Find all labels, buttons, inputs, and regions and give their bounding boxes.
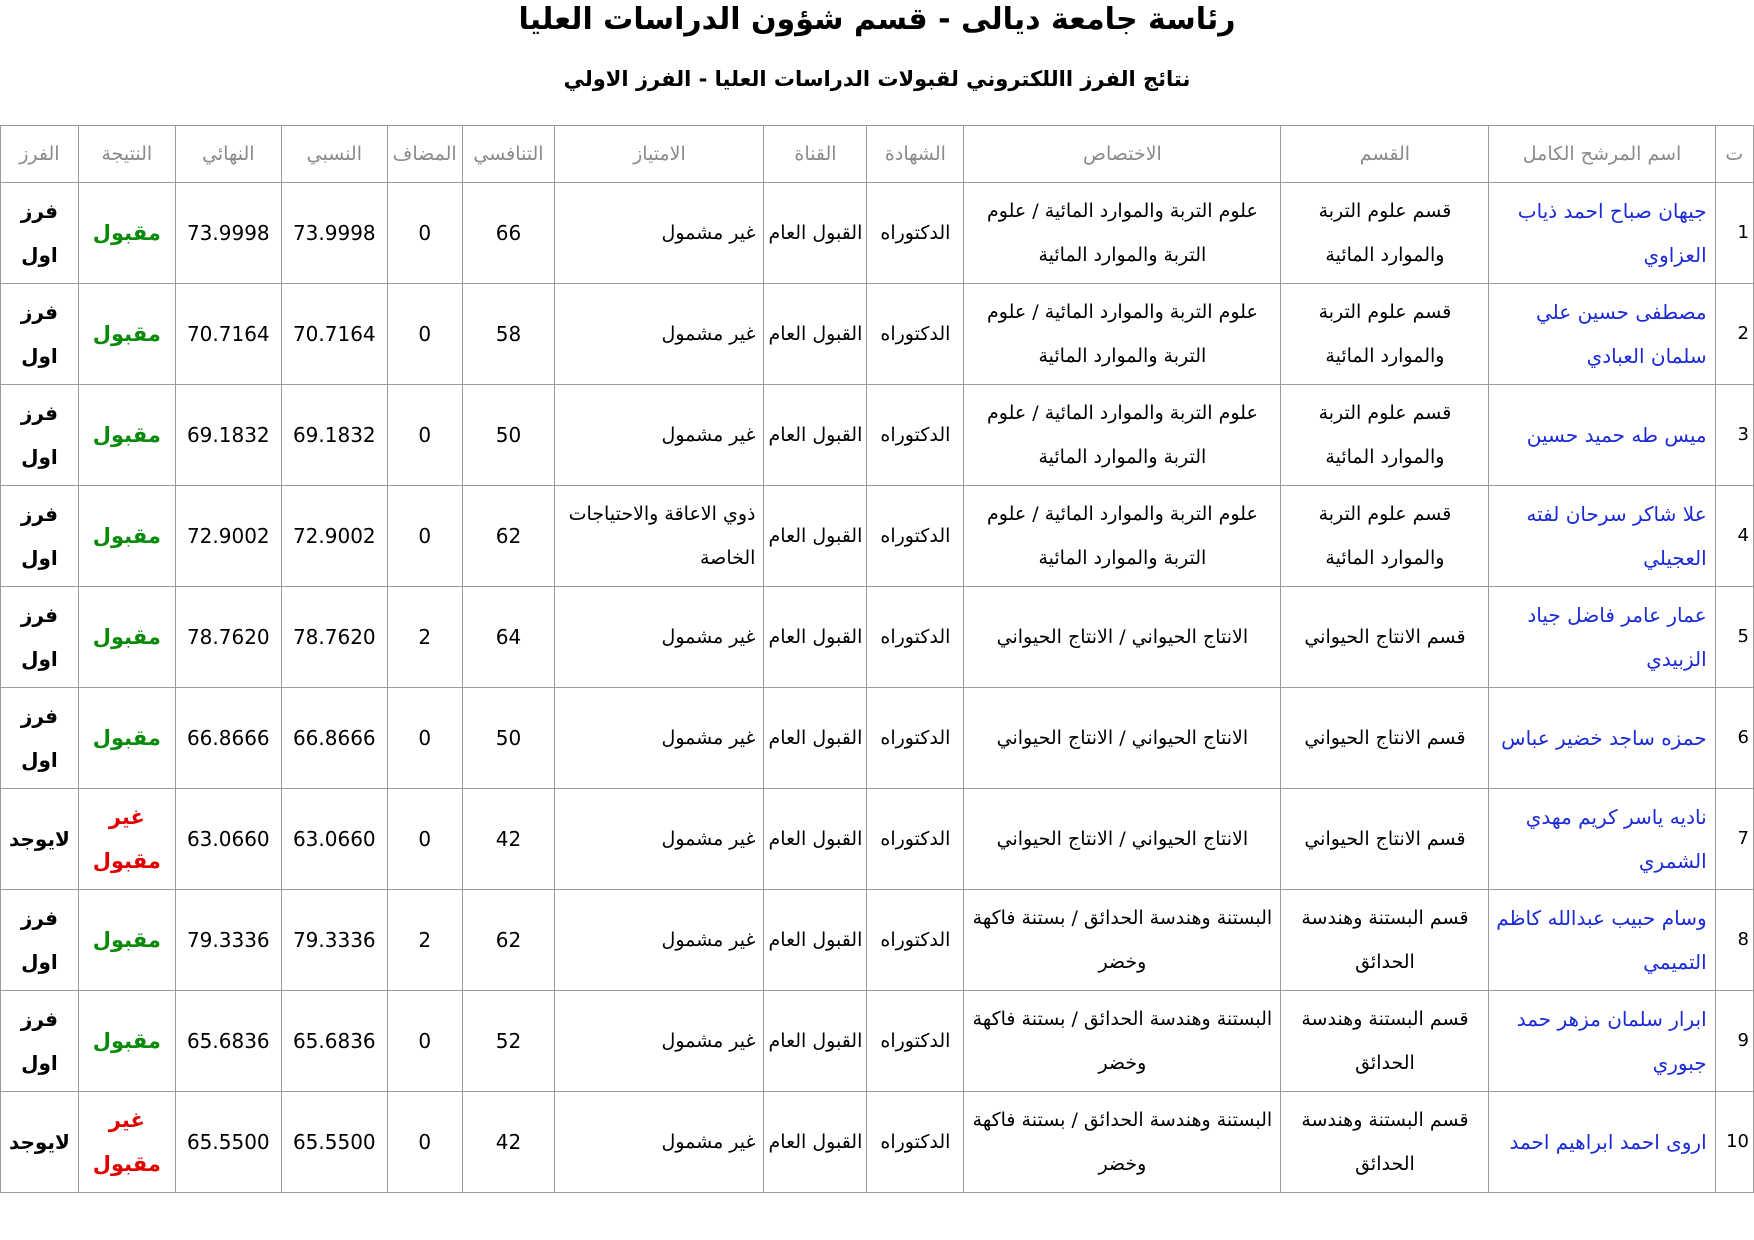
candidate-name-cell: عمار عامر فاضل جياد الزبيدي	[1489, 587, 1715, 688]
degree-cell: الدكتوراه	[867, 284, 964, 385]
relative-score-cell: 63.0660	[281, 789, 387, 890]
column-header-sort: الفرز	[1, 126, 79, 183]
relative-score-cell: 65.6836	[281, 991, 387, 1092]
added-score-cell: 2	[387, 587, 462, 688]
table-row	[1, 1092, 1754, 1193]
specialization-cell: علوم التربة والموارد المائية / علوم التربة والموارد المائية	[964, 183, 1281, 284]
degree-cell: الدكتوراه	[867, 890, 964, 991]
candidate-name-cell: ناديه ياسر كريم مهدي الشمري	[1489, 789, 1715, 890]
final-score-cell: 78.7620	[175, 587, 281, 688]
table-row	[1, 587, 1754, 688]
table-row	[1, 991, 1754, 1092]
table-body	[1, 183, 1754, 1193]
sort-status-cell: لايوجد	[1, 789, 79, 890]
table-row	[1, 789, 1754, 890]
result-cell: مقبول	[78, 486, 175, 587]
competitive-score-cell: 62	[462, 486, 555, 587]
table-row	[1, 284, 1754, 385]
relative-score-cell: 66.8666	[281, 688, 387, 789]
department-cell: قسم علوم التربة والموارد المائية	[1281, 486, 1489, 587]
result-cell: مقبول	[78, 991, 175, 1092]
page-subtitle: نتائج الفرز االلكتروني لقبولات الدراسات العليا - الفرز الاولي	[563, 67, 1191, 91]
added-score-cell: 0	[387, 183, 462, 284]
specialization-cell: البستنة وهندسة الحدائق / بستنة فاكهة وخضر	[964, 890, 1281, 991]
row-index-cell: 10	[1715, 1092, 1753, 1193]
added-score-cell: 0	[387, 789, 462, 890]
added-score-cell: 0	[387, 486, 462, 587]
column-header-competitive: التنافسي	[462, 126, 555, 183]
channel-cell: القبول العام	[764, 890, 867, 991]
row-index-cell: 5	[1715, 587, 1753, 688]
result-cell: مقبول	[78, 183, 175, 284]
candidate-name-cell: ابرار سلمان مزهر حمد جبوري	[1489, 991, 1715, 1092]
department-cell: قسم الانتاج الحيواني	[1281, 587, 1489, 688]
competitive-score-cell: 52	[462, 991, 555, 1092]
specialization-cell: البستنة وهندسة الحدائق / بستنة فاكهة وخضر	[964, 1092, 1281, 1193]
final-score-cell: 69.1832	[175, 385, 281, 486]
candidate-name-cell: علا شاكر سرحان لفته العجيلي	[1489, 486, 1715, 587]
added-score-cell: 0	[387, 991, 462, 1092]
column-header-result: النتيجة	[78, 126, 175, 183]
column-header-degree: الشهادة	[867, 126, 964, 183]
final-score-cell: 73.9998	[175, 183, 281, 284]
department-cell: قسم البستنة وهندسة الحدائق	[1281, 1092, 1489, 1193]
competitive-score-cell: 50	[462, 385, 555, 486]
department-cell: قسم الانتاج الحيواني	[1281, 688, 1489, 789]
channel-cell: القبول العام	[764, 1092, 867, 1193]
distinction-cell: غير مشمول	[555, 587, 764, 688]
specialization-cell: علوم التربة والموارد المائية / علوم التربة والموارد المائية	[964, 385, 1281, 486]
relative-score-cell: 70.7164	[281, 284, 387, 385]
competitive-score-cell: 66	[462, 183, 555, 284]
competitive-score-cell: 62	[462, 890, 555, 991]
candidate-name-cell: اروى احمد ابراهيم احمد	[1489, 1092, 1715, 1193]
sort-status-cell: فرز اول	[1, 890, 79, 991]
degree-cell: الدكتوراه	[867, 789, 964, 890]
degree-cell: الدكتوراه	[867, 991, 964, 1092]
column-header-final: النهائي	[175, 126, 281, 183]
degree-cell: الدكتوراه	[867, 486, 964, 587]
degree-cell: الدكتوراه	[867, 1092, 964, 1193]
relative-score-cell: 78.7620	[281, 587, 387, 688]
row-index-cell: 9	[1715, 991, 1753, 1092]
final-score-cell: 66.8666	[175, 688, 281, 789]
competitive-score-cell: 64	[462, 587, 555, 688]
candidate-name-cell: حمزه ساجد خضير عباس	[1489, 688, 1715, 789]
row-index-cell: 4	[1715, 486, 1753, 587]
final-score-cell: 72.9002	[175, 486, 281, 587]
added-score-cell: 0	[387, 385, 462, 486]
department-cell: قسم البستنة وهندسة الحدائق	[1281, 890, 1489, 991]
added-score-cell: 0	[387, 1092, 462, 1193]
column-header-distinction: الامتياز	[555, 126, 764, 183]
table-row	[1, 385, 1754, 486]
candidate-name-cell: وسام حبيب عبدالله كاظم التميمي	[1489, 890, 1715, 991]
sort-status-cell: فرز اول	[1, 284, 79, 385]
final-score-cell: 65.5500	[175, 1092, 281, 1193]
department-cell: قسم الانتاج الحيواني	[1281, 789, 1489, 890]
row-index-cell: 1	[1715, 183, 1753, 284]
specialization-cell: الانتاج الحيواني / الانتاج الحيواني	[964, 587, 1281, 688]
table-row	[1, 486, 1754, 587]
degree-cell: الدكتوراه	[867, 587, 964, 688]
added-score-cell: 0	[387, 284, 462, 385]
relative-score-cell: 73.9998	[281, 183, 387, 284]
channel-cell: القبول العام	[764, 688, 867, 789]
competitive-score-cell: 50	[462, 688, 555, 789]
column-header-index: ت	[1715, 126, 1753, 183]
column-header-channel: القناة	[764, 126, 867, 183]
distinction-cell: غير مشمول	[555, 284, 764, 385]
row-index-cell: 8	[1715, 890, 1753, 991]
result-cell: غير مقبول	[78, 1092, 175, 1193]
results-table	[0, 125, 1754, 1193]
relative-score-cell: 72.9002	[281, 486, 387, 587]
table-row	[1, 183, 1754, 284]
competitive-score-cell: 42	[462, 789, 555, 890]
competitive-score-cell: 42	[462, 1092, 555, 1193]
specialization-cell: علوم التربة والموارد المائية / علوم التربة والموارد المائية	[964, 284, 1281, 385]
sort-status-cell: فرز اول	[1, 183, 79, 284]
table-row	[1, 688, 1754, 789]
department-cell: قسم علوم التربة والموارد المائية	[1281, 183, 1489, 284]
added-score-cell: 2	[387, 890, 462, 991]
row-index-cell: 3	[1715, 385, 1753, 486]
column-header-added: المضاف	[387, 126, 462, 183]
degree-cell: الدكتوراه	[867, 688, 964, 789]
channel-cell: القبول العام	[764, 789, 867, 890]
distinction-cell: غير مشمول	[555, 1092, 764, 1193]
channel-cell: القبول العام	[764, 587, 867, 688]
added-score-cell: 0	[387, 688, 462, 789]
table-row	[1, 890, 1754, 991]
final-score-cell: 63.0660	[175, 789, 281, 890]
distinction-cell: غير مشمول	[555, 688, 764, 789]
row-index-cell: 7	[1715, 789, 1753, 890]
row-index-cell: 6	[1715, 688, 1753, 789]
distinction-cell: غير مشمول	[555, 183, 764, 284]
result-cell: مقبول	[78, 688, 175, 789]
degree-cell: الدكتوراه	[867, 183, 964, 284]
channel-cell: القبول العام	[764, 183, 867, 284]
channel-cell: القبول العام	[764, 385, 867, 486]
relative-score-cell: 69.1832	[281, 385, 387, 486]
sort-status-cell: فرز اول	[1, 991, 79, 1092]
page-title: رئاسة جامعة ديالى - قسم شؤون الدراسات العليا	[518, 2, 1236, 37]
result-cell: غير مقبول	[78, 789, 175, 890]
specialization-cell: البستنة وهندسة الحدائق / بستنة فاكهة وخضر	[964, 991, 1281, 1092]
relative-score-cell: 79.3336	[281, 890, 387, 991]
column-header-department: القسم	[1281, 126, 1489, 183]
final-score-cell: 70.7164	[175, 284, 281, 385]
department-cell: قسم البستنة وهندسة الحدائق	[1281, 991, 1489, 1092]
candidate-name-cell: ميس طه حميد حسين	[1489, 385, 1715, 486]
result-cell: مقبول	[78, 284, 175, 385]
candidate-name-cell: مصطفى حسين علي سلمان العبادي	[1489, 284, 1715, 385]
sort-status-cell: لايوجد	[1, 1092, 79, 1193]
channel-cell: القبول العام	[764, 284, 867, 385]
degree-cell: الدكتوراه	[867, 385, 964, 486]
candidate-name-cell: جيهان صباح احمد ذياب العزاوي	[1489, 183, 1715, 284]
result-cell: مقبول	[78, 385, 175, 486]
relative-score-cell: 65.5500	[281, 1092, 387, 1193]
column-header-candidate-name: اسم المرشح الكامل	[1489, 126, 1715, 183]
result-cell: مقبول	[78, 587, 175, 688]
distinction-cell: ذوي الاعاقة والاحتياجات الخاصة	[555, 486, 764, 587]
final-score-cell: 79.3336	[175, 890, 281, 991]
row-index-cell: 2	[1715, 284, 1753, 385]
sort-status-cell: فرز اول	[1, 587, 79, 688]
final-score-cell: 65.6836	[175, 991, 281, 1092]
column-header-relative: النسبي	[281, 126, 387, 183]
distinction-cell: غير مشمول	[555, 991, 764, 1092]
specialization-cell: الانتاج الحيواني / الانتاج الحيواني	[964, 789, 1281, 890]
competitive-score-cell: 58	[462, 284, 555, 385]
channel-cell: القبول العام	[764, 486, 867, 587]
channel-cell: القبول العام	[764, 991, 867, 1092]
distinction-cell: غير مشمول	[555, 789, 764, 890]
table-header-row	[1, 126, 1754, 183]
specialization-cell: علوم التربة والموارد المائية / علوم التربة والموارد المائية	[964, 486, 1281, 587]
sort-status-cell: فرز اول	[1, 486, 79, 587]
specialization-cell: الانتاج الحيواني / الانتاج الحيواني	[964, 688, 1281, 789]
sort-status-cell: فرز اول	[1, 688, 79, 789]
distinction-cell: غير مشمول	[555, 385, 764, 486]
department-cell: قسم علوم التربة والموارد المائية	[1281, 284, 1489, 385]
distinction-cell: غير مشمول	[555, 890, 764, 991]
sort-status-cell: فرز اول	[1, 385, 79, 486]
column-header-specialization: الاختصاص	[964, 126, 1281, 183]
result-cell: مقبول	[78, 890, 175, 991]
department-cell: قسم علوم التربة والموارد المائية	[1281, 385, 1489, 486]
